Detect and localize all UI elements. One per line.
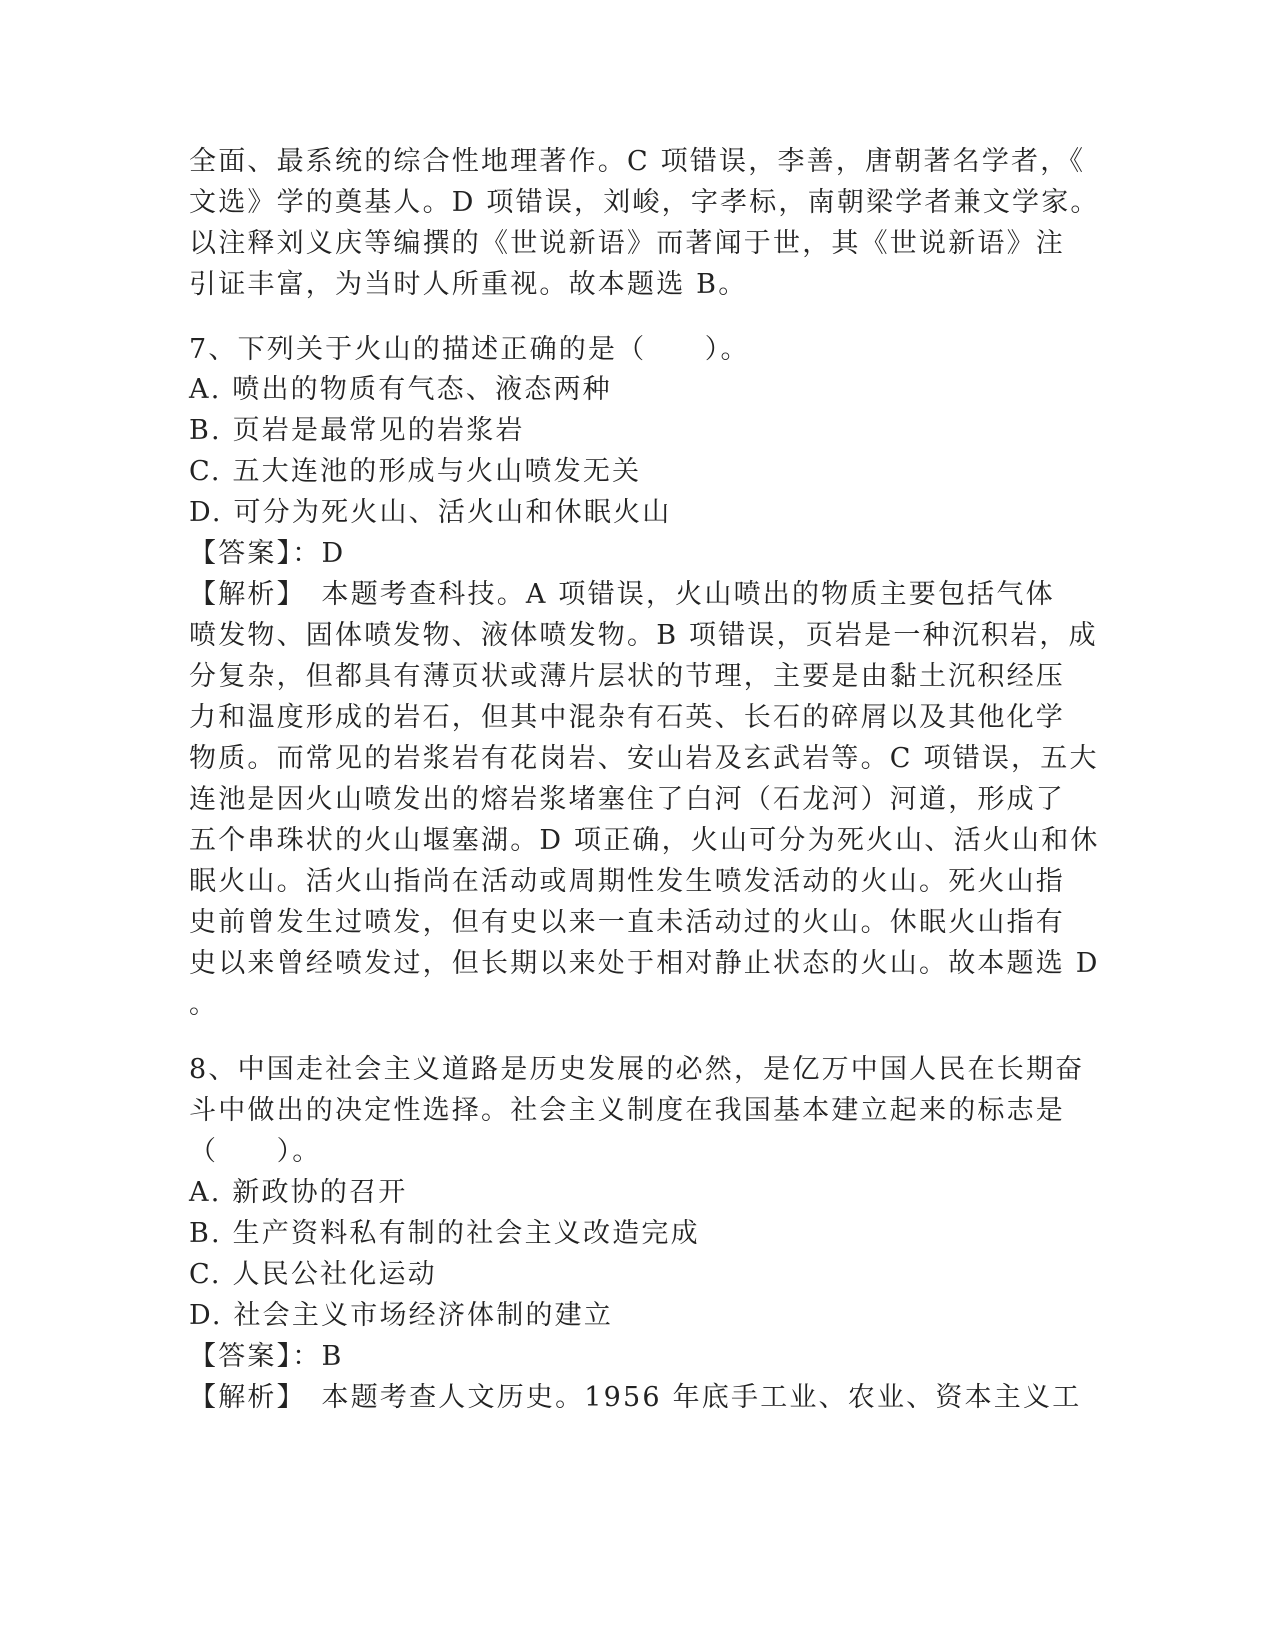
question-7-explanation-line: 史前曾发生过喷发，但有史以来一直未活动过的火山。休眠火山指有 <box>189 907 1065 938</box>
question-7-explanation-line: 【解析】 本题考查科技。A 项错误，火山喷出的物质主要包括气体 <box>189 579 1055 610</box>
question-8-option-c: C. 人民公社化运动 <box>189 1259 437 1290</box>
prev-explanation-line: 引证丰富，为当时人所重视。故本题选 B。 <box>189 269 748 300</box>
question-7-option-c: C. 五大连池的形成与火山喷发无关 <box>189 456 642 487</box>
question-8-answer: 【答案】：B <box>189 1341 344 1372</box>
question-7-explanation-line: 分复杂，但都具有薄页状或薄片层状的节理，主要是由黏土沉积经压 <box>189 661 1065 692</box>
question-7-explanation-line: 。 <box>189 989 219 1020</box>
question-7-option-d: D. 可分为死火山、活火山和休眠火山 <box>189 497 672 528</box>
question-7-answer: 【答案】：D <box>189 538 346 569</box>
prev-explanation-line: 文选》学的奠基人。D 项错误，刘峻，字孝标，南朝梁学者兼文学家。 <box>189 187 1100 218</box>
question-7-explanation-line: 眠火山。活火山指尚在活动或周期性发生喷发活动的火山。死火山指 <box>189 866 1065 897</box>
question-7-explanation-line: 连池是因火山喷发出的熔岩浆堵塞住了白河（石龙河）河道，形成了 <box>189 784 1065 815</box>
question-8-explanation-line: 【解析】 本题考查人文历史。1956 年底手工业、农业、资本主义工 <box>189 1382 1082 1413</box>
question-8-option-d: D. 社会主义市场经济体制的建立 <box>189 1300 614 1331</box>
question-7-text: 7、下列关于火山的描述正确的是（ ）。 <box>189 334 750 365</box>
question-8-text-line: （ ）。 <box>189 1136 322 1167</box>
question-7-explanation-line: 史以来曾经喷发过，但长期以来处于相对静止状态的火山。故本题选 D <box>189 948 1100 979</box>
question-8-text-line: 斗中做出的决定性选择。社会主义制度在我国基本建立起来的标志是 <box>189 1095 1065 1126</box>
question-7-option-b: B. 页岩是最常见的岩浆岩 <box>189 415 525 446</box>
prev-explanation-line: 以注释刘义庆等编撰的《世说新语》而著闻于世，其《世说新语》注 <box>189 228 1065 259</box>
question-7-option-a: A. 喷出的物质有气态、液态两种 <box>189 374 612 405</box>
question-7-explanation-line: 力和温度形成的岩石，但其中混杂有石英、长石的碎屑以及其他化学 <box>189 702 1065 733</box>
question-7-explanation-line: 物质。而常见的岩浆岩有花岗岩、安山岩及玄武岩等。C 项错误，五大 <box>189 743 1099 774</box>
question-8-text-line: 8、中国走社会主义道路是历史发展的必然，是亿万中国人民在长期奋 <box>189 1054 1085 1085</box>
question-7-explanation-line: 五个串珠状的火山堰塞湖。D 项正确，火山可分为死火山、活火山和休 <box>189 825 1100 856</box>
question-7-explanation-line: 喷发物、固体喷发物、液体喷发物。B 项错误，页岩是一种沉积岩，成 <box>189 620 1098 651</box>
question-8-option-a: A. 新政协的召开 <box>189 1177 408 1208</box>
question-8-option-b: B. 生产资料私有制的社会主义改造完成 <box>189 1218 700 1249</box>
prev-explanation-line: 全面、最系统的综合性地理著作。C 项错误，李善，唐朝著名学者，《 <box>189 146 1086 177</box>
